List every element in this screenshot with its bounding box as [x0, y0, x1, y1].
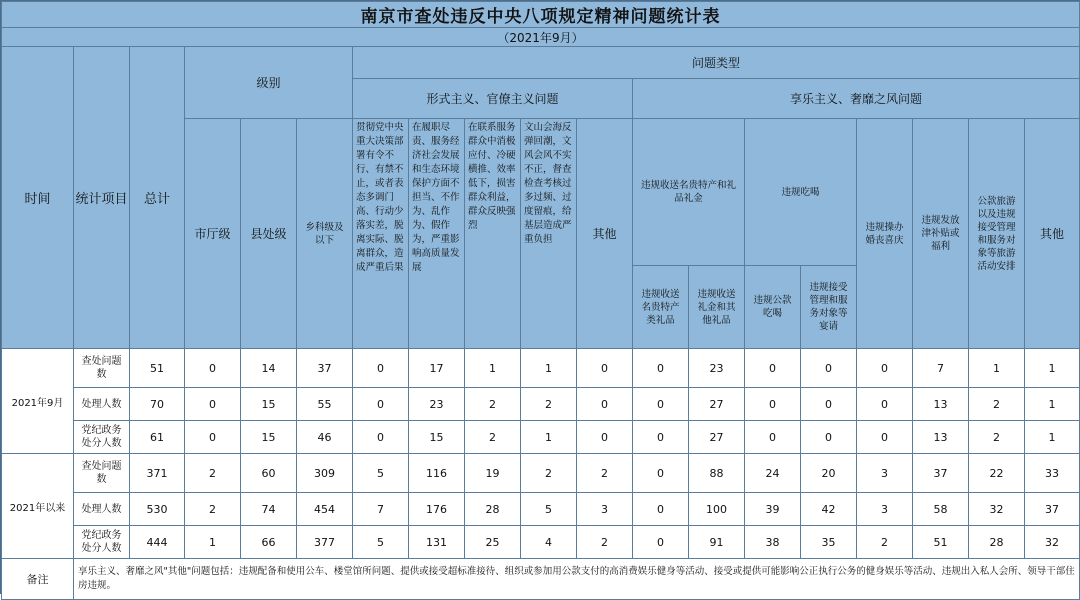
- table-cell: 0: [633, 349, 689, 388]
- table-cell: 2: [969, 421, 1025, 454]
- table-cell: 5: [521, 493, 577, 526]
- table-cell: 2: [521, 454, 577, 493]
- table-cell: 23: [689, 349, 745, 388]
- note-label: 备注: [2, 559, 74, 600]
- table-cell: 0: [633, 526, 689, 559]
- table-cell: 37: [1025, 493, 1080, 526]
- header-formalism: 形式主义、官僚主义问题: [353, 79, 633, 119]
- table-cell: 51: [130, 349, 185, 388]
- table-cell: 0: [633, 454, 689, 493]
- table-cell: 454: [297, 493, 353, 526]
- table-cell: 3: [857, 493, 913, 526]
- stat-item-label: 查处问题数: [74, 454, 130, 493]
- table-cell: 25: [465, 526, 521, 559]
- header-gift: 违规收送名贵特产和礼品礼金: [633, 119, 745, 266]
- table-row: [2, 493, 1080, 526]
- table-cell: 2: [465, 388, 521, 421]
- header-gift-specialty: 违规收送名贵特产类礼品: [633, 266, 689, 349]
- table-cell: 14: [241, 349, 297, 388]
- stat-item-label: 处理人数: [74, 493, 130, 526]
- header-travel: 公款旅游以及违规接受管理和服务对象等旅游活动安排: [969, 119, 1025, 349]
- table-cell: 42: [801, 493, 857, 526]
- table-cell: 46: [297, 421, 353, 454]
- table-cell: 377: [297, 526, 353, 559]
- table-cell: 100: [689, 493, 745, 526]
- table-cell: 33: [1025, 454, 1080, 493]
- header-formalism-other: 其他: [577, 119, 633, 349]
- table-cell: 0: [801, 421, 857, 454]
- header-dining-banquet: 违规接受管理和服务对象等宴请: [801, 266, 857, 349]
- header-problem-type: 问题类型: [353, 47, 1080, 79]
- table-cell: 176: [409, 493, 465, 526]
- table-cell: 19: [465, 454, 521, 493]
- table-cell: 0: [633, 493, 689, 526]
- header-level: 级别: [185, 47, 353, 119]
- table-cell: 309: [297, 454, 353, 493]
- table-cell: 0: [185, 349, 241, 388]
- table-cell: 2: [577, 454, 633, 493]
- table-cell: 3: [577, 493, 633, 526]
- table-cell: 7: [353, 493, 409, 526]
- table-cell: 35: [801, 526, 857, 559]
- table-cell: 5: [353, 454, 409, 493]
- header-gift-money: 违规收送礼金和其他礼品: [689, 266, 745, 349]
- header-dining: 违规吃喝: [745, 119, 857, 266]
- table-cell: 60: [241, 454, 297, 493]
- table-cell: 2: [521, 388, 577, 421]
- table-cell: 0: [353, 388, 409, 421]
- table-cell: 23: [409, 388, 465, 421]
- table-cell: 444: [130, 526, 185, 559]
- stat-item-label: 党纪政务处分人数: [74, 421, 130, 454]
- table-cell: 0: [577, 421, 633, 454]
- header-time: 时间: [2, 47, 74, 349]
- table-cell: 91: [689, 526, 745, 559]
- header-total: 总计: [130, 47, 185, 349]
- table-cell: 0: [353, 421, 409, 454]
- header-stat-item: 统计项目: [74, 47, 130, 349]
- note-text: 享乐主义、奢靡之风"其他"问题包括：违规配备和使用公车、楼堂馆所问题、提供或接受超标准接待、组织或参加用公款支付的高消费娱乐健身等活动、接受或提供可能影响公正执行公务的健身娱乐等活动、违规出入私人会所、领导干部住房违规。: [74, 559, 1080, 600]
- table-cell: 2: [185, 454, 241, 493]
- table-cell: 1: [185, 526, 241, 559]
- table-cell: 2: [857, 526, 913, 559]
- table-cell: 0: [745, 388, 801, 421]
- header-hedonism-other: 其他: [1025, 119, 1080, 349]
- table-cell: 88: [689, 454, 745, 493]
- table-cell: 1: [1025, 349, 1080, 388]
- table-cell: 74: [241, 493, 297, 526]
- table-cell: 131: [409, 526, 465, 559]
- header-formalism-1: 贯彻党中央重大决策部署有令不行、有禁不止，或者表态多调门高、行动少落实差，脱离实际、脱离群众，造成严重后果: [353, 119, 409, 349]
- table-cell: 2: [969, 388, 1025, 421]
- table-cell: 1: [465, 349, 521, 388]
- table-cell: 1: [521, 349, 577, 388]
- table-cell: 0: [185, 421, 241, 454]
- table-cell: 13: [913, 388, 969, 421]
- table-cell: 0: [577, 349, 633, 388]
- stat-item-label: 查处问题数: [74, 349, 130, 388]
- table-cell: 371: [130, 454, 185, 493]
- table-cell: 0: [857, 421, 913, 454]
- table-cell: 0: [353, 349, 409, 388]
- header-wedding: 违规操办婚丧喜庆: [857, 119, 913, 349]
- table-cell: 27: [689, 388, 745, 421]
- table-cell: 39: [745, 493, 801, 526]
- table-cell: 28: [969, 526, 1025, 559]
- table-cell: 37: [297, 349, 353, 388]
- table-cell: 0: [801, 388, 857, 421]
- table-cell: 5: [353, 526, 409, 559]
- table-cell: 116: [409, 454, 465, 493]
- header-hedonism: 享乐主义、奢靡之风问题: [633, 79, 1080, 119]
- stat-item-label: 处理人数: [74, 388, 130, 421]
- table-cell: 7: [913, 349, 969, 388]
- table-cell: 1: [1025, 421, 1080, 454]
- table-cell: 24: [745, 454, 801, 493]
- table-cell: 22: [969, 454, 1025, 493]
- table-row: [2, 349, 1080, 388]
- table-cell: 70: [130, 388, 185, 421]
- table-cell: 0: [577, 388, 633, 421]
- table-cell: 58: [913, 493, 969, 526]
- table-cell: 66: [241, 526, 297, 559]
- table-cell: 2: [465, 421, 521, 454]
- period-label: 2021年9月: [2, 349, 74, 454]
- table-cell: 13: [913, 421, 969, 454]
- table-cell: 3: [857, 454, 913, 493]
- table-cell: 0: [633, 421, 689, 454]
- table-cell: 2: [185, 493, 241, 526]
- table-row: [2, 526, 1080, 559]
- table-title: 南京市查处违反中央八项规定精神问题统计表: [2, 2, 1080, 28]
- data-body: [2, 349, 1080, 559]
- table-cell: 32: [969, 493, 1025, 526]
- table-row: [2, 454, 1080, 493]
- table-cell: 15: [241, 421, 297, 454]
- table-cell: 2: [577, 526, 633, 559]
- table-cell: 32: [1025, 526, 1080, 559]
- table-row: [2, 421, 1080, 454]
- table-cell: 4: [521, 526, 577, 559]
- period-label: 2021年以来: [2, 454, 74, 559]
- table-cell: 37: [913, 454, 969, 493]
- header-formalism-2: 在履职尽责、服务经济社会发展和生态环境保护方面不担当、不作为、乱作为、假作为，严重影响高质量发展: [409, 119, 465, 349]
- table-cell: 0: [801, 349, 857, 388]
- table-cell: 27: [689, 421, 745, 454]
- table-cell: 38: [745, 526, 801, 559]
- table-cell: 0: [745, 421, 801, 454]
- table-cell: 17: [409, 349, 465, 388]
- table-cell: 0: [857, 349, 913, 388]
- table-cell: 55: [297, 388, 353, 421]
- table-cell: 0: [745, 349, 801, 388]
- table-cell: 61: [130, 421, 185, 454]
- table-cell: 51: [913, 526, 969, 559]
- table-cell: 28: [465, 493, 521, 526]
- header-dining-public: 违规公款吃喝: [745, 266, 801, 349]
- table-cell: 0: [633, 388, 689, 421]
- header-allowance: 违规发放津补贴或福利: [913, 119, 969, 349]
- header-formalism-3: 在联系服务群众中消极应付、冷硬横推、效率低下，损害群众利益，群众反映强烈: [465, 119, 521, 349]
- header-township-level: 乡科级及以下: [297, 119, 353, 349]
- table-cell: 15: [241, 388, 297, 421]
- header-county-level: 县处级: [241, 119, 297, 349]
- table-cell: 15: [409, 421, 465, 454]
- table-cell: 1: [521, 421, 577, 454]
- statistics-table: [1, 1, 1080, 600]
- header-formalism-4: 文山会海反弹回潮，文风会风不实不正，督查检查考核过多过频、过度留痕，给基层造成严重负担: [521, 119, 577, 349]
- table-cell: 530: [130, 493, 185, 526]
- table-cell: 0: [857, 388, 913, 421]
- table-row: [2, 388, 1080, 421]
- table-cell: 0: [185, 388, 241, 421]
- table-cell: 1: [1025, 388, 1080, 421]
- stat-item-label: 党纪政务处分人数: [74, 526, 130, 559]
- header-city-level: 市厅级: [185, 119, 241, 349]
- table-cell: 1: [969, 349, 1025, 388]
- table-cell: 20: [801, 454, 857, 493]
- table-subtitle: （2021年9月）: [2, 28, 1080, 47]
